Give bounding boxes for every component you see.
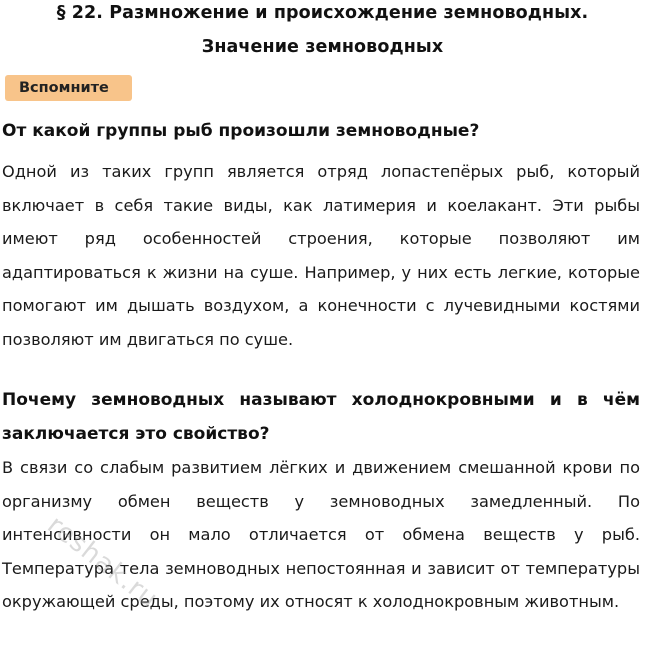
question-1: От какой группы рыб произошли земноводные?: [2, 121, 480, 141]
question-2: Почему земноводных называют холоднокровными и в чём заключается это свойство?: [2, 390, 640, 444]
answer-1: Одной из таких групп является отряд лопастепёрых рыб, который включает в себя такие виды, как латимерия и коелакант. Эти рыбы имеют ряд особенностей строения, которые позволяют им адаптироваться к жизни на суше. Например, у них есть легкие, которые помогают им дышать воздухом, а конечности с лучевидными костями позволяют им двигаться по суше.: [2, 162, 640, 349]
watermark: reshak.ru: [41, 510, 164, 615]
section-title-line2: Значение земноводных: [201, 37, 444, 57]
answer-2: В связи со слабым развитием лёгких и движением смешанной крови по организму обмен веществ у земноводных замедленный. По интенсивности он мало отличается от обмена веществ у рыб. Температура тела земноводных непостоянная и зависит от температуры окружающей среды, поэтому их относят к холоднокровным животным.: [2, 458, 640, 611]
section-title-line1: § 22. Размножение и происхождение земноводных.: [56, 3, 589, 23]
remember-badge: Вспомните: [5, 75, 132, 101]
